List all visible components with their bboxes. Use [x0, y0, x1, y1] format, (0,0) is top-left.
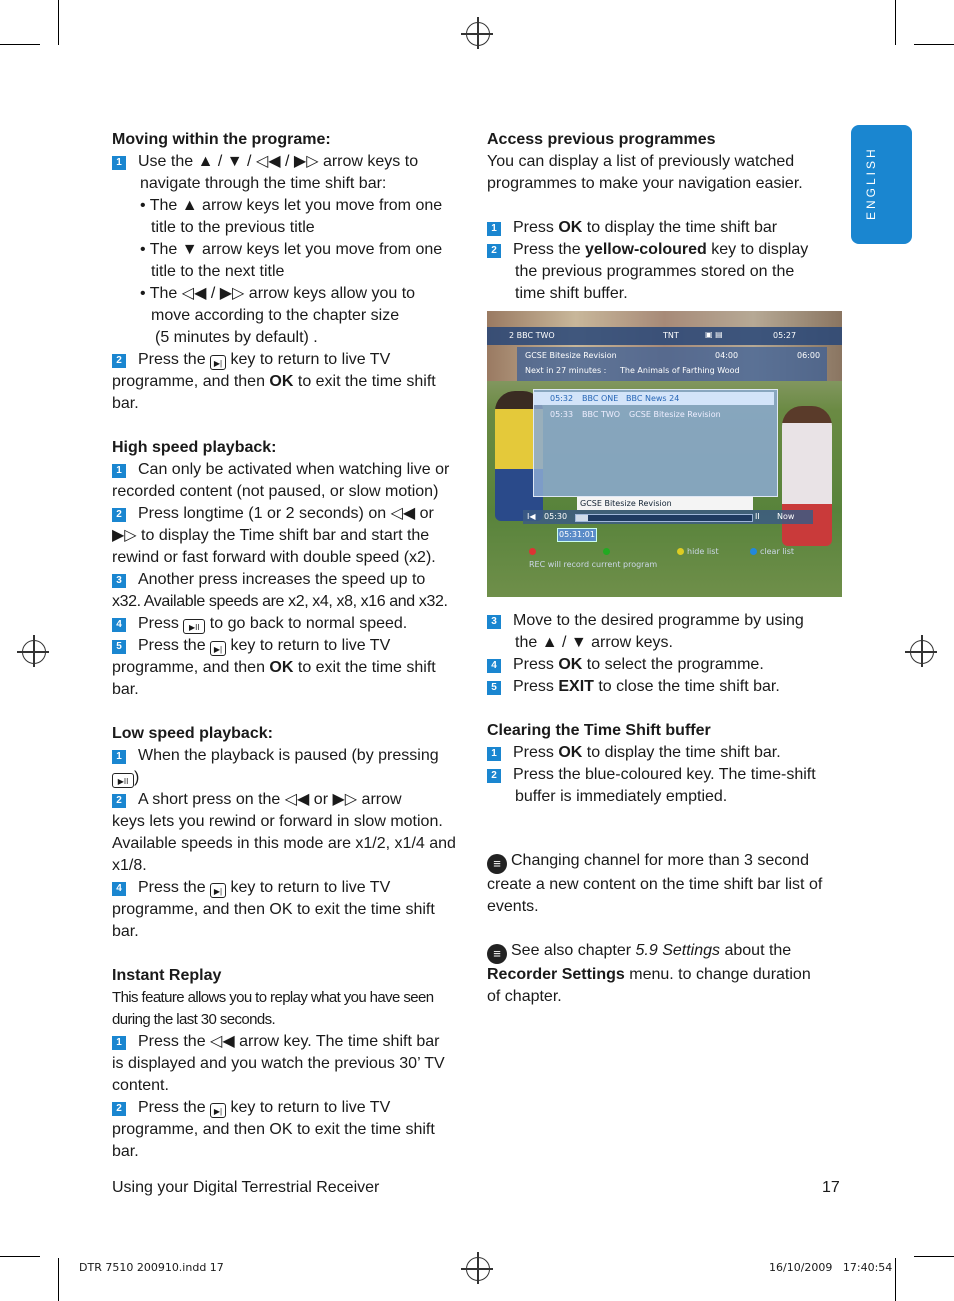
slug-date: 16/10/2009 17:40:54 — [769, 1261, 893, 1274]
step-number: 1 — [112, 1036, 126, 1050]
play-pause-key-icon: ▶II — [112, 773, 134, 788]
step-number: 4 — [112, 618, 126, 632]
language-tab-label: ENGLISH — [864, 146, 878, 220]
registration-mark-icon — [466, 22, 490, 46]
step-number: 1 — [487, 747, 501, 761]
channel-name: 2 BBC TWO — [509, 331, 555, 340]
section-title: Access previous programmes — [487, 131, 716, 148]
channel-banner — [487, 327, 842, 345]
pause-icon: II — [755, 512, 760, 521]
forward-icon: ▶▷ — [219, 285, 245, 302]
section-title: Low speed playback: — [112, 725, 273, 742]
step-number: 1 — [112, 156, 126, 170]
clock: 05:27 — [773, 331, 797, 340]
forward-icon: ▶▷ — [293, 153, 319, 170]
section-title: High speed playback: — [112, 439, 277, 456]
crop-mark — [914, 1256, 954, 1257]
rewind-icon: ◁◀ — [210, 1033, 235, 1050]
programme-tooltip: GCSE Bitesize Revision — [577, 497, 753, 510]
next-title: The Animals of Farthing Wood — [620, 366, 740, 375]
step-number: 2 — [112, 508, 126, 522]
now-end: 06:00 — [797, 351, 821, 360]
language-tab — [851, 125, 912, 244]
registration-mark-icon — [22, 640, 46, 664]
step-number: 3 — [112, 574, 126, 588]
rewind-icon: ◁◀ — [181, 285, 207, 302]
live-tv-key-icon: ▶| — [210, 883, 226, 898]
current-time-badge: 05:31:01 — [557, 528, 597, 542]
green-key-icon — [603, 548, 610, 555]
rewind-icon: ◁◀ — [284, 791, 310, 808]
registration-mark-icon — [910, 640, 934, 664]
tv-screenshot — [487, 311, 842, 597]
programme-info — [517, 347, 827, 381]
yellow-key-icon — [677, 548, 684, 555]
time-shift-bar[interactable] — [523, 510, 813, 524]
step-number: 4 — [487, 659, 501, 673]
buffer-fill — [576, 515, 588, 521]
list-item[interactable]: 05:32 BBC ONE BBC News 24 — [534, 392, 774, 405]
step-number: 2 — [112, 354, 126, 368]
forward-icon: ▶▷ — [112, 527, 137, 544]
buffer-track — [575, 514, 753, 522]
crop-mark — [0, 1256, 40, 1257]
step-number: 4 — [112, 882, 126, 896]
registration-mark-icon — [466, 1257, 490, 1281]
now-start: 04:00 — [715, 351, 739, 360]
red-key-icon — [529, 548, 536, 555]
forward-icon: ▶▷ — [332, 791, 358, 808]
now-title: GCSE Bitesize Revision — [525, 351, 617, 360]
next-label: Next in 27 minutes : — [525, 366, 607, 375]
provider-name: TNT — [663, 331, 679, 340]
step-number: 5 — [112, 640, 126, 654]
crop-mark — [895, 1258, 896, 1301]
slug-file: DTR 7510 200910.indd 17 — [79, 1261, 224, 1274]
bar-start-time: 05:30 — [544, 512, 568, 521]
list-item[interactable]: 05:33 BBC TWO GCSE Bitesize Revision — [550, 410, 721, 419]
section-title: Clearing the Time Shift buffer — [487, 722, 711, 739]
page-number: 17 — [822, 1179, 840, 1196]
crop-mark — [58, 0, 59, 45]
now-label: Now — [777, 512, 795, 521]
step-number: 1 — [487, 222, 501, 236]
player-figure — [782, 406, 832, 546]
section-title: Instant Replay — [112, 967, 222, 984]
step-number: 2 — [487, 244, 501, 258]
section-title: Moving within the programe: — [112, 131, 331, 148]
step-number: 2 — [112, 794, 126, 808]
right-column-top: Access previous programmes You can display a list of previously watched programmes to make your navigation easier. 1 Press OK to display the time shift bar 2 Press the yellow-coloured key to display the previous programmes stored on the time shift buffer. — [487, 129, 847, 305]
crop-mark — [58, 1258, 59, 1301]
step-number: 5 — [487, 681, 501, 695]
tv-icons: ▣ ▤ — [705, 330, 723, 339]
live-tv-key-icon: ▶| — [210, 641, 226, 656]
blue-key-icon — [750, 548, 757, 555]
rec-note: REC will record current program — [529, 560, 658, 569]
play-pause-key-icon: ▶II — [183, 619, 205, 634]
step-number: 3 — [487, 615, 501, 629]
step-number: 1 — [112, 750, 126, 764]
right-column-bottom: 3 Move to the desired programme by using the ▲ / ▼ arrow keys. 4 Press OK to select the programme. 5 Press EXIT to close the time shift bar. Clearing the Time Shift buffer 1 Press OK to display the time shift bar. 2 Press the blue-coloured key. The time-shift buffer is immediately emptied. ≡ Changing channel for more than 3 second create a new content on the time shift bar list of events. ≡ See also chapter 5.9 Settings about the Recorder Settings menu. to change duration of chapter. — [487, 610, 847, 1008]
live-tv-key-icon: ▶| — [210, 355, 226, 370]
note-icon: ≡ — [487, 944, 507, 964]
crop-mark — [914, 44, 954, 45]
note-icon: ≡ — [487, 854, 507, 874]
previous-programmes-list[interactable] — [533, 389, 778, 497]
footer-title: Using your Digital Terrestrial Receiver — [112, 1179, 380, 1196]
crop-mark — [895, 0, 896, 45]
rewind-icon: ◁◀ — [255, 153, 281, 170]
color-key-legend: hide list clear list REC will record current program — [529, 547, 795, 569]
left-column: Moving within the programe: 1 Use the ▲ / ▼ / ◁◀ / ▶▷ arrow keys to navigate through the time shift bar: • The ▲ arrow keys let you move from one title to the previous title • The ▼ arrow keys let you move from one title to the next title • The ◁◀ / ▶▷ arrow keys allow you to move according to the chapter size (5 minutes by default) . 2 Press the ▶| key to return to live TV programme, and then OK to exit the time shift bar. High speed playback: 1 Can only be activated when watching live or recorded content (not paused, or slow motion) 2 Press longtime (1 or 2 seconds) on ◁◀ or ▶▷ to display the Time shift bar and start the rewind or fast forward with double speed (x2). 3 Another press increases the speed up to x32. Available speeds are x2, x4, x8, x16 and x32. 4 Press ▶II to go back to normal speed. 5 Press the ▶| key to return to live TV programme, and then OK to exit the time shift bar. Low speed playback: 1 When the playback is paused (by pressing ▶II ) 2 A short press on the ◁◀ or ▶▷ arrow keys lets you rewind or forward in slow motion. Available speeds in this mode are x1/2, x1/4 and x1/8. 4 Press the ▶| key to return to live TV programme, and then OK to exit the time shift bar. Instant Replay This feature allows you to replay what you have seen during the last 30 seconds. 1 Press the ◁◀ arrow key. The time shift bar is displayed and you watch the previous 30’ TV content. 2 Press the ▶| key to return to live TV programme, and then OK to exit the time shift bar. — [112, 129, 467, 1163]
skip-icon: I◀ — [527, 512, 536, 521]
crop-mark — [0, 44, 40, 45]
step-number: 2 — [487, 769, 501, 783]
rewind-icon: ◁◀ — [390, 505, 416, 522]
live-tv-key-icon: ▶| — [210, 1103, 226, 1118]
step-number: 2 — [112, 1102, 126, 1116]
step-number: 1 — [112, 464, 126, 478]
